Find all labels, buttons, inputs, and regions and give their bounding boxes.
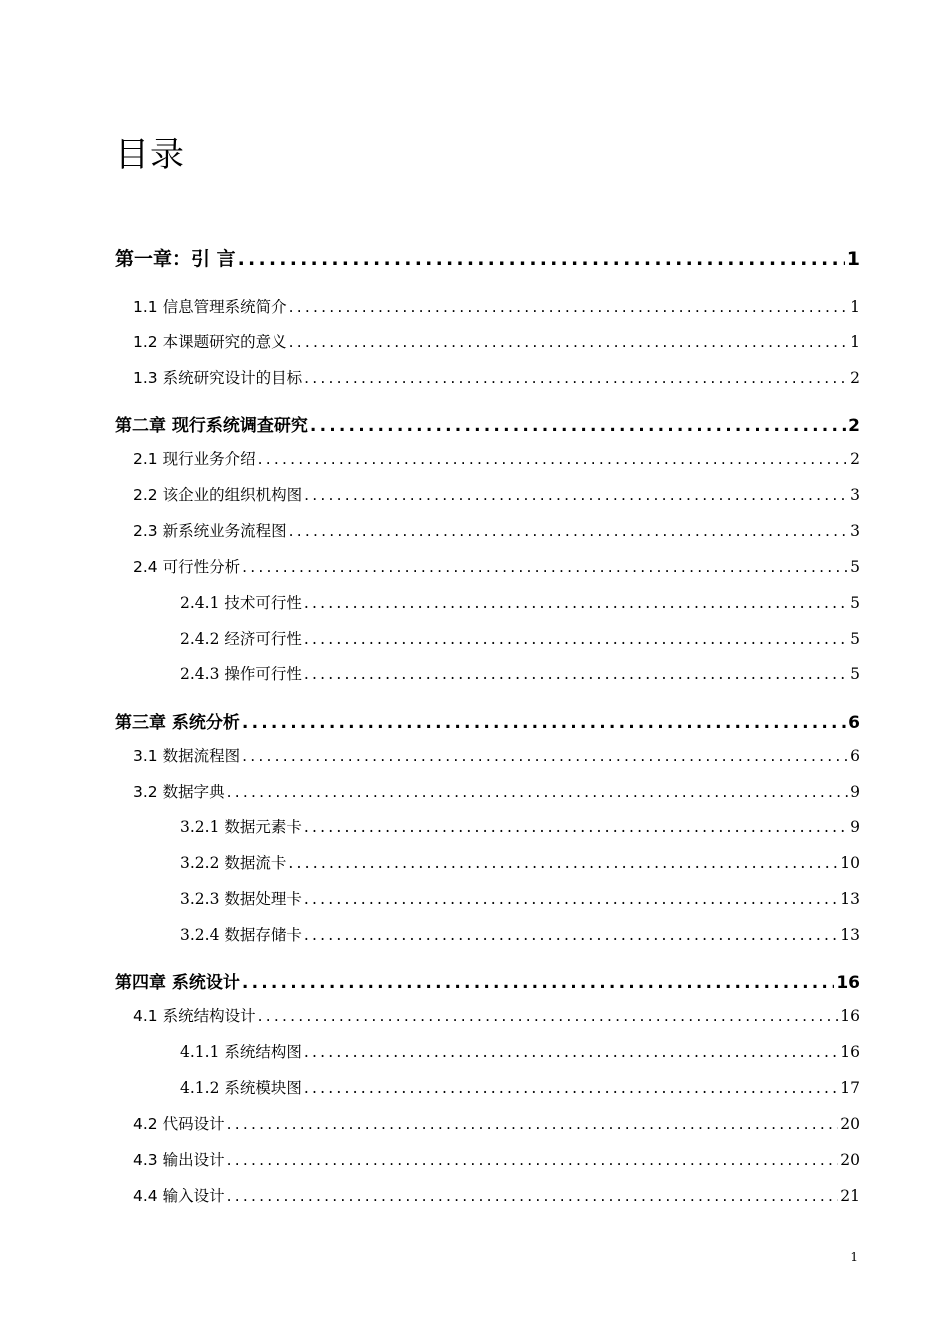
toc-entry-chapter-4[interactable]: [115, 968, 860, 993]
toc-entry-page: 21: [840, 1187, 860, 1205]
toc-entry-label: 3.2.2 数据流卡: [180, 854, 287, 872]
toc-dot-leader: [227, 783, 849, 801]
toc-entry-page: 16: [840, 1007, 860, 1025]
toc-entry-page: 2: [850, 369, 860, 387]
toc-entry-page: 16: [840, 1043, 860, 1061]
toc-entry-page: 1: [850, 333, 860, 351]
toc-entry-1-3[interactable]: [133, 366, 860, 388]
toc-dot-leader: [304, 665, 848, 683]
toc-entry-3-2[interactable]: [133, 780, 860, 802]
toc-entry-page: 6: [850, 747, 860, 765]
toc-entry-2-2[interactable]: [133, 483, 860, 505]
toc-entry-page: 5: [850, 665, 860, 683]
toc-entry-label: 第一章：引 言: [115, 248, 236, 270]
footer-page-number: 1: [850, 1250, 858, 1264]
toc-entry-page: 13: [840, 926, 860, 944]
toc-dot-leader: [227, 1187, 839, 1205]
toc-dot-leader: [242, 558, 848, 576]
toc-dot-leader: [242, 713, 846, 733]
toc-entry-label: 第四章 系统设计: [115, 973, 240, 993]
toc-entry-4-1-2[interactable]: [180, 1076, 860, 1098]
toc-dot-leader: [242, 747, 848, 765]
toc-entry-2-1[interactable]: [133, 447, 860, 469]
toc-entry-page: 3: [850, 522, 860, 540]
toc-entry-label: 4.1.2 系统模块图: [180, 1079, 302, 1097]
toc-entry-label: 第二章 现行系统调查研究: [115, 416, 308, 436]
toc-entry-3-2-1[interactable]: [180, 815, 860, 837]
toc-entry-page: 9: [850, 818, 860, 836]
toc-dot-leader: [304, 926, 838, 944]
toc-entry-2-4[interactable]: [133, 555, 860, 577]
toc-entry-page: 1: [850, 298, 860, 316]
toc-dot-leader: [310, 416, 846, 436]
toc-entry-label: 1.1 信息管理系统简介: [133, 298, 287, 316]
toc-entry-chapter-2[interactable]: [115, 411, 860, 436]
toc-entry-label: 2.4.3 操作可行性: [180, 665, 302, 683]
toc-entry-label: 2.4.1 技术可行性: [180, 594, 302, 612]
toc-entry-page: 2: [848, 416, 860, 436]
toc-entry-3-2-2[interactable]: [180, 851, 860, 873]
toc-entry-4-3[interactable]: [133, 1148, 860, 1170]
toc-entry-page: 6: [848, 713, 860, 733]
toc-entry-label: 3.2.4 数据存储卡: [180, 926, 302, 944]
toc-entry-label: 2.4.2 经济可行性: [180, 630, 302, 648]
toc-entry-3-2-4[interactable]: [180, 923, 860, 945]
toc-dot-leader: [304, 1079, 838, 1097]
toc-entry-page: 1: [846, 248, 860, 270]
toc-entry-4-1[interactable]: [133, 1004, 860, 1026]
toc-entry-page: 2: [850, 450, 860, 468]
toc-dot-leader: [304, 630, 848, 648]
toc-entry-label: 4.1.1 系统结构图: [180, 1043, 302, 1061]
toc-entry-page: 20: [840, 1115, 860, 1133]
toc-entry-page: 5: [850, 558, 860, 576]
toc-dot-leader: [258, 1007, 839, 1025]
toc-entry-label: 4.1 系统结构设计: [133, 1007, 256, 1025]
toc-entry-label: 2.2 该企业的组织机构图: [133, 486, 303, 504]
toc-dot-leader: [304, 818, 848, 836]
toc-dot-leader: [227, 1115, 839, 1133]
toc-dot-leader: [288, 854, 838, 872]
toc-entry-2-4-2[interactable]: [180, 627, 860, 649]
toc-entry-page: 9: [850, 783, 860, 801]
toc-dot-leader: [304, 594, 848, 612]
toc-entry-label: 3.2.3 数据处理卡: [180, 890, 302, 908]
toc-dot-leader: [289, 333, 849, 351]
toc-entry-page: 17: [840, 1079, 860, 1097]
toc-entry-1-1[interactable]: [133, 295, 860, 317]
toc-entry-chapter-1[interactable]: [115, 244, 860, 271]
toc-entry-3-2-3[interactable]: [180, 887, 860, 909]
toc-entry-page: 16: [836, 973, 860, 993]
toc-dot-leader: [304, 486, 848, 504]
toc-dot-leader: [227, 1151, 839, 1169]
toc-entry-label: 1.2 本课题研究的意义: [133, 333, 287, 351]
toc-entry-label: 3.1 数据流程图: [133, 747, 241, 765]
toc-entry-page: 5: [850, 594, 860, 612]
toc-entry-label: 4.3 输出设计: [133, 1151, 225, 1169]
toc-entry-label: 3.2 数据字典: [133, 783, 225, 801]
toc-entry-2-4-1[interactable]: [180, 591, 860, 613]
toc-entry-page: 10: [840, 854, 860, 872]
toc-dot-leader: [304, 890, 838, 908]
toc-entry-2-3[interactable]: [133, 519, 860, 541]
toc-entry-1-2[interactable]: [133, 330, 860, 352]
toc-entry-label: 2.4 可行性分析: [133, 558, 241, 576]
toc-dot-leader: [238, 248, 845, 270]
toc-entry-label: 2.3 新系统业务流程图: [133, 522, 287, 540]
toc-entry-page: 20: [840, 1151, 860, 1169]
toc-dot-leader: [304, 1043, 838, 1061]
toc-entry-label: 第三章 系统分析: [115, 713, 240, 733]
toc-entry-4-1-1[interactable]: [180, 1040, 860, 1062]
toc-entry-label: 1.3 系统研究设计的目标: [133, 369, 303, 387]
toc-entry-page: 3: [850, 486, 860, 504]
toc-dot-leader: [289, 298, 849, 316]
toc-dot-leader: [258, 450, 849, 468]
page-title: 目录: [115, 135, 185, 175]
toc-entry-page: 5: [850, 630, 860, 648]
toc-entry-4-4[interactable]: [133, 1184, 860, 1206]
toc-entry-label: 2.1 现行业务介绍: [133, 450, 256, 468]
toc-entry-3-1[interactable]: [133, 744, 860, 766]
toc-dot-leader: [242, 973, 834, 993]
toc-dot-leader: [304, 369, 848, 387]
toc-dot-leader: [289, 522, 849, 540]
toc-entry-2-4-3[interactable]: [180, 662, 860, 684]
toc-entry-page: 13: [840, 890, 860, 908]
toc-entry-label: 3.2.1 数据元素卡: [180, 818, 302, 836]
toc-entry-label: 4.4 输入设计: [133, 1187, 225, 1205]
toc-entry-label: 4.2 代码设计: [133, 1115, 225, 1133]
toc-entry-4-2[interactable]: [133, 1112, 860, 1134]
toc-entry-chapter-3[interactable]: [115, 708, 860, 733]
